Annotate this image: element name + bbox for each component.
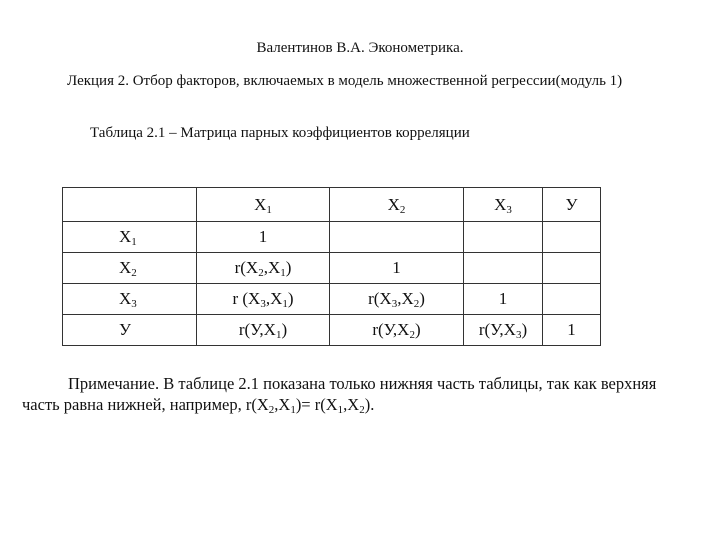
table-cell (330, 222, 464, 253)
table-header-row (63, 188, 601, 222)
table-cell: 1 (330, 253, 464, 284)
table-row (63, 253, 601, 284)
table-cell: $r(X_2,X_1)$ (197, 253, 330, 284)
column-header: $X_3$ (464, 188, 543, 222)
correlation-matrix-table (62, 187, 601, 346)
note-text: Примечание. В таблице 2.1 показана только нижняя часть таблицы, так как верхняя часть равна нижней, например, $r(X_2,X_1)= r(X_1,X_2)$. (22, 374, 657, 416)
column-header: $X_1$ (197, 188, 330, 222)
table-cell: $r(X_3,X_2)$ (330, 284, 464, 315)
table-cell: 1 (464, 284, 543, 315)
table-cell: 1 (197, 222, 330, 253)
table-cell: r $(X_3,X_1)$ (197, 284, 330, 315)
table-row (63, 222, 601, 253)
row-header: $X_3$ (63, 284, 197, 315)
table-row (63, 315, 601, 346)
table-cell: $r(У,X_2)$ (330, 315, 464, 346)
table-caption: Таблица 2.1 – Матрица парных коэффициентов корреляции (90, 125, 470, 141)
table-cell (543, 284, 601, 315)
table-cell (543, 253, 601, 284)
table-cell (543, 222, 601, 253)
column-header: $X_2$ (330, 188, 464, 222)
table-cell: 1 (543, 315, 601, 346)
table-cell (464, 253, 543, 284)
column-header: У (543, 188, 601, 222)
table-note (22, 373, 682, 415)
header-title: Валентинов В.А. Эконометрика. (256, 40, 464, 56)
row-header: $X_2$ (63, 253, 197, 284)
corner-cell (63, 188, 197, 222)
table-row (63, 284, 601, 315)
header-subtitle: Лекция 2. Отбор факторов, включаемых в модель множественной регрессии(модуль 1) (67, 73, 623, 89)
table-cell: $r(У,X_3)$ (464, 315, 543, 346)
table-cell (464, 222, 543, 253)
row-header: $X_1$ (63, 222, 197, 253)
table-cell: $r(У,X_1)$ (197, 315, 330, 346)
row-header: У (63, 315, 197, 346)
